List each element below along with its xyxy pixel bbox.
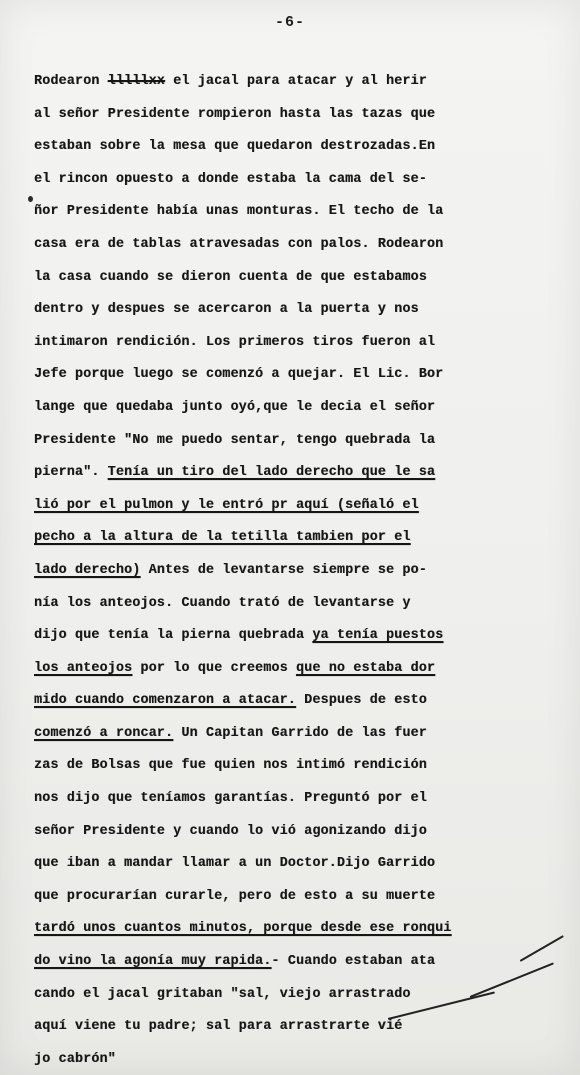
text-line bbox=[34, 555, 580, 588]
underlined-text: ya tenía puestos bbox=[312, 628, 444, 644]
text-line bbox=[34, 490, 580, 523]
text-segment: señor Presidente y cuando lo vió agonizando dijo bbox=[34, 823, 427, 839]
text-line bbox=[34, 392, 580, 425]
underlined-text: pecho a la altura de la tetilla tambien por el bbox=[34, 530, 411, 546]
text-segment: - Cuando estaban ata bbox=[271, 954, 436, 970]
text-segment: jo cabrón" bbox=[34, 1051, 116, 1067]
text-line bbox=[34, 913, 580, 946]
text-line bbox=[34, 131, 580, 164]
text-line bbox=[34, 848, 580, 881]
text-segment: zas de Bolsas que fue quien nos intimó rendición bbox=[34, 758, 427, 774]
text-segment: la casa cuando se dieron cuenta de que estabamos bbox=[34, 269, 427, 285]
text-line bbox=[34, 425, 580, 458]
underlined-text: do vino la agonía muy rapida. bbox=[34, 954, 272, 970]
text-segment: Jefe porque luego se comenzó a quejar. El Lic. Bor bbox=[34, 367, 444, 383]
text-line bbox=[34, 1011, 580, 1044]
text-segment: estaban sobre la mesa que quedaron destrozadas.En bbox=[34, 139, 436, 155]
underlined-text: los anteojos bbox=[34, 660, 133, 676]
text-segment: aquí viene tu padre; sal para arrastrarte vié bbox=[34, 1019, 403, 1035]
text-segment: Antes de levantarse siempre se po- bbox=[140, 562, 427, 578]
page-number: -6- bbox=[274, 14, 305, 31]
text-line bbox=[34, 457, 580, 490]
text-line bbox=[34, 294, 580, 327]
text-segment: ñor Presidente había unas monturas. El techo de la bbox=[34, 204, 444, 220]
text-segment: casa era de tablas atravesadas con palos. Rodearon bbox=[34, 236, 444, 252]
text-segment: cando el jacal gritaban "sal, viejo arrastrado bbox=[34, 986, 411, 1002]
text-segment: Rodearon bbox=[34, 74, 108, 89]
text-line bbox=[34, 99, 580, 132]
text-segment: dijo que tenía la pierna quebrada bbox=[34, 628, 313, 644]
ink-speck bbox=[28, 196, 33, 202]
text-line bbox=[34, 522, 580, 555]
text-line bbox=[34, 620, 580, 653]
text-line bbox=[34, 66, 580, 99]
text-segment: Un Capitan Garrido de las fuer bbox=[173, 725, 427, 741]
text-segment: intimaron rendición. Los primeros tiros fueron al bbox=[34, 334, 436, 350]
text-line bbox=[34, 588, 580, 621]
text-segment: lange que quedaba junto oyó,que le decia el señor bbox=[34, 399, 436, 415]
text-segment: el jacal para atacar y al herir bbox=[164, 74, 427, 89]
text-segment: el rincon opuesto a donde estaba la cama del se- bbox=[34, 171, 427, 187]
underlined-text: tardó unos cuantos minutos, porque desde ese ronqui bbox=[34, 921, 452, 937]
text-line bbox=[34, 816, 580, 849]
text-segment: dentro y despues se acercaron a la puerta y nos bbox=[34, 302, 419, 318]
text-line bbox=[34, 750, 580, 783]
struck-text: lllllxx bbox=[107, 74, 165, 89]
typewritten-body bbox=[34, 66, 580, 1075]
text-line bbox=[34, 685, 580, 718]
underlined-text: Tenía un tiro del lado derecho que le sa bbox=[107, 465, 436, 481]
text-line bbox=[34, 946, 580, 979]
text-line bbox=[34, 1044, 580, 1075]
text-segment: por lo que creemos bbox=[132, 660, 296, 676]
underlined-text: que no estaba dor bbox=[295, 660, 436, 676]
text-line bbox=[34, 718, 580, 751]
text-segment: que iban a mandar llamar a un Doctor.Dijo Garrido bbox=[34, 856, 436, 872]
underlined-text: mido cuando comenzaron a atacar. bbox=[34, 693, 296, 709]
text-line bbox=[34, 783, 580, 816]
text-segment: Presidente "No me puedo sentar, tengo quebrada la bbox=[34, 432, 436, 448]
text-line bbox=[34, 262, 580, 295]
text-line bbox=[34, 653, 580, 686]
text-line bbox=[34, 327, 580, 360]
text-segment: al señor Presidente rompieron hasta las tazas que bbox=[34, 106, 436, 122]
underlined-text: comenzó a roncar. bbox=[34, 725, 174, 741]
text-line bbox=[34, 196, 580, 229]
text-line bbox=[34, 881, 580, 914]
text-segment: nos dijo que teníamos garantías. Preguntó por el bbox=[34, 791, 427, 807]
text-segment: Despues de esto bbox=[295, 693, 427, 709]
text-segment: pierna". bbox=[34, 465, 108, 481]
text-segment: que procurarían curarle, pero de esto a su muerte bbox=[34, 888, 436, 904]
text-line bbox=[34, 359, 580, 392]
text-segment: nía los anteojos. Cuando trató de levantarse y bbox=[34, 595, 411, 611]
text-line bbox=[34, 229, 580, 262]
underlined-text: lió por el pulmon y le entró pr aquí (señaló el bbox=[34, 497, 419, 513]
text-line bbox=[34, 164, 580, 197]
underlined-text: lado derecho) bbox=[34, 562, 141, 578]
